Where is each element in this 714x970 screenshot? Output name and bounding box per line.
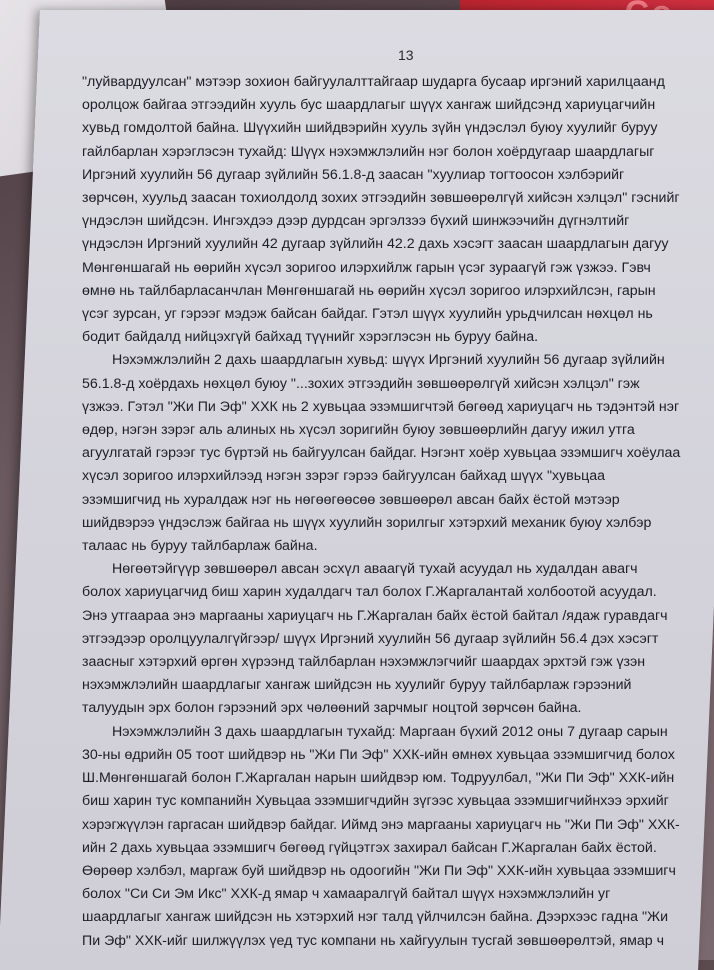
text-line: талаас нь буруу тайлбарлаж байна. bbox=[82, 538, 318, 555]
text-line: өдөр, нэгэн зэрэг аль алиных нь хүсэл зоригийн буюу зөвшөөрлийн дагуу ижил утга bbox=[82, 422, 635, 439]
text-line: болох "Си Си Эм Икс" ХХК-д ямар ч хамааралгүй байтал шүүх нэхэмжлэлийн уг bbox=[82, 886, 611, 903]
text-line: эзэмшигчид нь хуралдаж нэг нь нөгөөгөөсөө зөвшөөрөл авсан байх ёстой мэтээр bbox=[82, 491, 620, 508]
text-line: хэрэгжүүлэн гаргасан шийдвэр байдаг. Иймд энэ маргааны хариуцагч нь "Жи Пи Эф" ХХК- bbox=[82, 816, 680, 833]
page-content bbox=[82, 10, 714, 970]
text-line: талуудын эрх болон гэрээний эрх чөлөөний зарчмыг ноцтой зөрчсөн байна. bbox=[82, 700, 582, 717]
text-line: болох хариуцагчид биш харин худалдагч тал болох Г.Жаргалантай холбоотой асуудал. bbox=[82, 584, 657, 601]
text-line: агуулгатай гэрээг тус бүртэй нь байгуулсан байдаг. Нэгэнт хоёр хувьцаа эзэмшигч хоёулаа bbox=[82, 445, 681, 462]
text-line: нэхэмжлэлийн шаардлагыг хангаж шийдсэн нь хуулийг буруу тайлбарлаж гэрээний bbox=[82, 677, 632, 694]
text-line: хувьд гомдолтой байна. Шүүхийн шийдвэрийн хууль зүйн үндэслэл буюу хуулийг буруу bbox=[82, 120, 658, 137]
text-line: шийдвэрээ үндэслэж байгаа нь шүүх хуулийн зорилгыг хэтэрхий механик буюу хэлбэр bbox=[82, 514, 652, 531]
text-line: Нэхэмжлэлийн 2 дахь шаардлагын хувьд: шүүх Иргэний хуулийн 56 дугаар зүйлийн bbox=[112, 352, 665, 369]
text-line: өмнө нь тайлбарласанчлан Мөнгөншагай нь өөрийн хүсэл зоригоо илэрхийлсэн, гарын bbox=[82, 282, 656, 299]
text-line: Ш.Мөнгөншагай болон Г.Жаргалан нарын шийдвэр юм. Тодруулбал, "Жи Пи Эф" ХХК-ийн bbox=[82, 770, 675, 787]
text-line: Энэ утгаараа энэ маргааны хариуцагч нь Г.Жаргалан байх ёстой байтал /ядаж гуравдагч bbox=[82, 607, 668, 624]
text-line: заасныг хэтэрхий өргөн хүрээнд тайлбарлан нэхэмжлэгчийг шаардах эрхтэй гэж үзэн bbox=[82, 654, 646, 671]
text-line: оролцож байгаа этгээдийн хууль бус шаардлагыг шүүх хангаж шийдсэнд хариуцагчийн bbox=[82, 97, 656, 114]
text-line: хүсэл зоригоо илэрхийлээд нэгэн зэрэг гэрээ байгуулсан байхад шүүх "хувьцаа bbox=[82, 468, 606, 485]
text-line: үсэг зурсан, уг гэрээг мэдэж байсан байдаг. Гэтэл шүүх хуулийн урьдчилсан нөхцөл нь bbox=[82, 306, 653, 323]
text-line: 56.1.8-д хоёрдахь нөхцөл буюу "...зохих этгээдийн зөвшөөрөлгүй хийсэн хэлцэл" гэж bbox=[82, 375, 640, 392]
text-line: шаардлагыг хангаж шийдсэн нь хэтэрхий нэг талд үйлчилсэн байна. Дээрхээс гадна "Жи bbox=[82, 909, 669, 926]
text-line: үзжээ. Гэтэл "Жи Пи Эф" ХХК нь 2 хувьцаа эзэмшигчтэй бөгөөд хариуцагч нь тэдэнтэй нэг bbox=[82, 398, 680, 415]
text-line: этгээдээр оролцуулалгүйгээр/ шүүх Иргэний хуулийн 56 дугаар зүйлийн 56.4 дэх хэсэгт bbox=[82, 630, 659, 647]
text-line: Пи Эф" ХХК-ийг шилжүүлэх үед тус компани нь хайгуулын тусгай зөвшөөрөлтэй, ямар ч bbox=[82, 932, 665, 949]
body-text bbox=[82, 71, 702, 953]
text-line: "луйвардуулсан" мэтээр зохион байгуулалттайгаар шударга бусаар иргэний харилцаанд bbox=[82, 74, 665, 90]
text-line: ийн 2 дахь хувьцаа эзэмшигч бөгөөд гүйцэтгэх захирал байсан Г.Жаргалан байх ёстой. bbox=[82, 839, 657, 856]
text-line: Өөрөөр хэлбэл, маргаж буй шийдвэр нь одоогийн "Жи Пи Эф" ХХК-ийн хувьцаа эзэмшигч bbox=[82, 862, 676, 879]
text-line: гайлбарлан хэрэглэсэн тухайд: Шүүх нэхэмжлэлийн нэг болон хоёрдугаар шаардлагыг bbox=[82, 143, 655, 160]
text-line: Иргэний хуулийн 56 дугаар зүйлийн 56.1.8-д заасан "хуулиар тогтоосон хэлбэрийг bbox=[82, 166, 625, 183]
text-line: бодит байдалд нийцэхгүй байхад түүнийг хэрэглэсэн нь буруу байна. bbox=[82, 329, 539, 346]
text-line: үндэслэн Иргэний хуулийн 42 дугаар зүйлийн 42.2 дахь хэсэгт заасан шаардлагын дагуу bbox=[82, 236, 669, 253]
text-line: 30-ны өдрийн 05 тоот шийдвэр нь "Жи Пи Эф" ХХК-ийн өмнөх хувьцаа эзэмшигчид болох bbox=[82, 746, 675, 763]
text-line: биш харин тус компанийн Хувьцаа эзэмшигчдийн зүгээс хувьцаа эзэмшигчийнхээ эрхийг bbox=[82, 793, 669, 810]
text-line: Нөгөөтэйгүүр зөвшөөрөл авсан эсхүл аваагүй тухай асуудал нь худалдан авагч bbox=[112, 561, 638, 578]
text-line: Мөнгөншагай нь өөрийн хүсэл зоригоо илэрхийлж гарын үсэг зураагүй гэж үзжээ. Гэвч bbox=[82, 259, 651, 276]
text-line: үндэслэн шийдсэн. Ингэхдээ дээр дурдсан эргэлзээ бүхий шинжээчийн дүгнэлтийг bbox=[82, 213, 630, 230]
page-number: 13 bbox=[398, 47, 414, 63]
text-line: Нэхэмжлэлийн 3 дахь шаардлагын тухайд: Маргаан бүхий 2012 оны 7 дугаар сарын bbox=[112, 723, 668, 740]
text-line: зөрчсөн, хуульд заасан тохиолдолд зохих этгээдийн зөвшөөрөлгүй хийсэн хэлцэл" гэснийг bbox=[82, 190, 680, 207]
document-page bbox=[0, 10, 714, 970]
